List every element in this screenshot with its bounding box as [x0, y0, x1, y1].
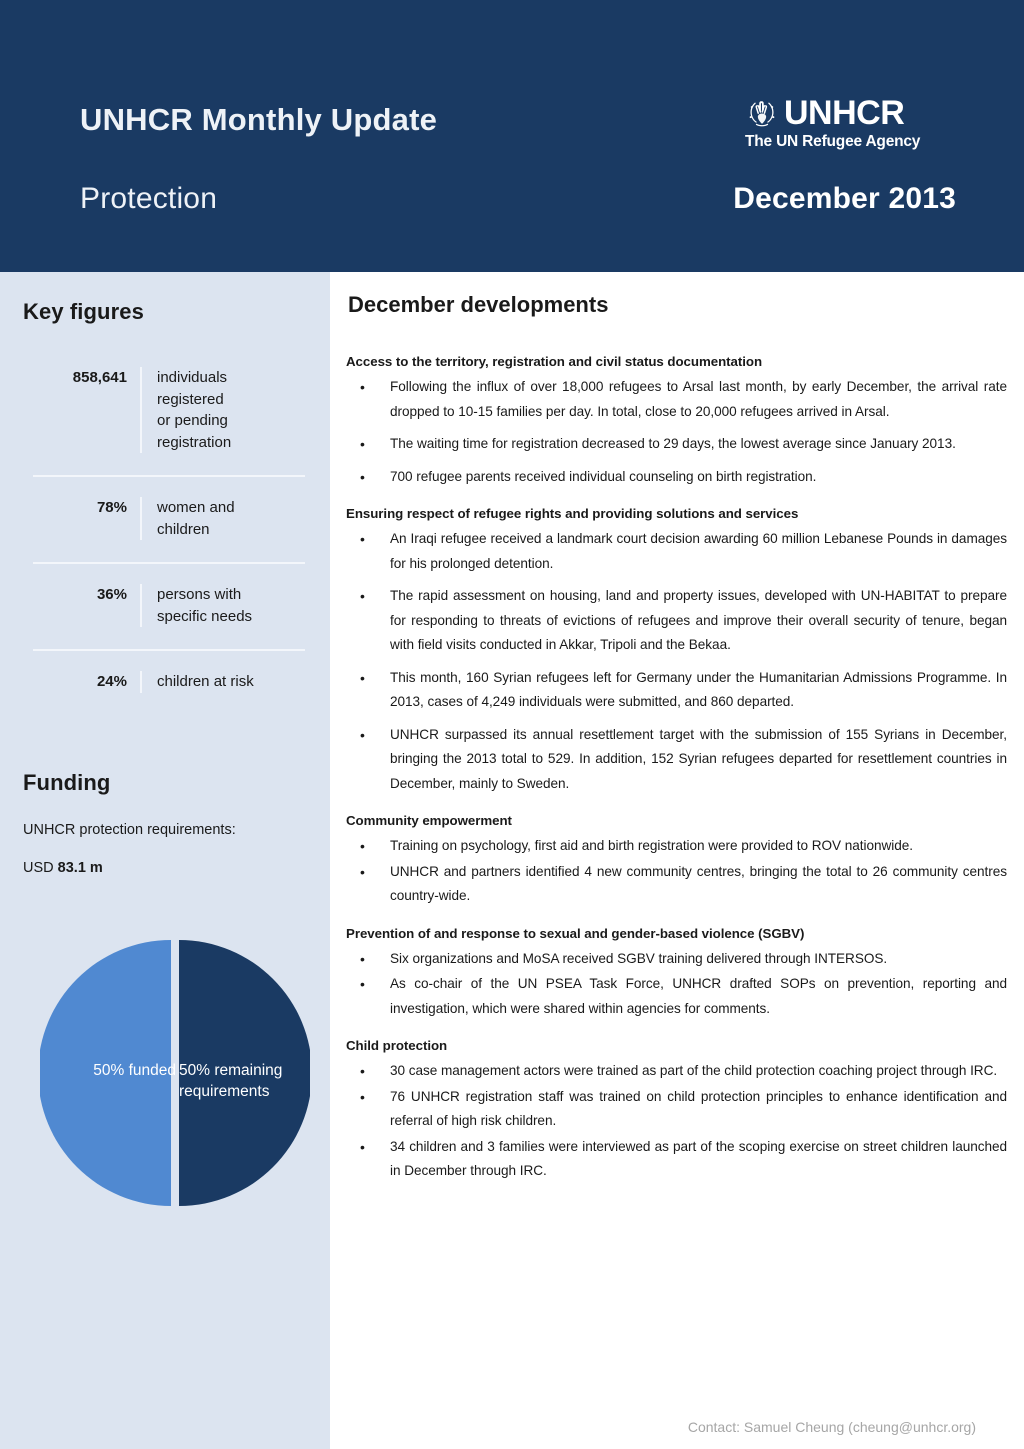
content-section: [346, 813, 1007, 909]
sections-container: [346, 354, 1007, 1201]
bullet-item: • An Iraqi refugee received a landmark court decision awarding 60 million Lebanese Pounds in damages for his prolonged detention.: [346, 527, 1007, 576]
section-heading: Child protection: [346, 1038, 448, 1053]
unhcr-logo: [744, 95, 956, 151]
section-heading: Ensuring respect of refugee rights and providing solutions and services: [346, 506, 799, 521]
main-content: [330, 272, 1024, 1449]
content-section: [346, 354, 1007, 489]
bullet-item: • 30 case management actors were trained as part of the child protection coaching project through IRC.: [346, 1059, 1007, 1084]
footer-contact: Contact: Samuel Cheung (cheung@unhcr.org): [687, 1419, 976, 1435]
key-figure-divider: [33, 649, 305, 651]
key-figure-value: 78%: [96, 499, 127, 516]
bullet-item: • Following the influx of over 18,000 refugees to Arsal last month, by early December, the arrival rate dropped to 10-15 families per day. In total, close to 20,000 refugees arrived in Arsal.: [346, 375, 1007, 424]
key-figure-label: women and children: [140, 497, 305, 540]
bullet-item: • The waiting time for registration decreased to 29 days, the lowest average since January 2013.: [346, 432, 1007, 457]
pie-label-remaining: 50% remaining requirements: [179, 1062, 283, 1100]
report-date: December 2013: [733, 182, 956, 215]
bullet-item: • The rapid assessment on housing, land and property issues, developed with UN-HABITAT to prepare for responding to threats of evictions of refugees and improve their overall security of tenure, began with field visits conducted in Akkar, Tripoli and the Bekaa.: [346, 584, 1007, 658]
bullet-item: • 700 refugee parents received individual counseling on birth registration.: [346, 465, 1007, 490]
logo-primary-row: [744, 95, 904, 131]
content-section: [346, 506, 1007, 796]
bullet-item: • Training on psychology, first aid and birth registration were provided to ROV nationwide.: [346, 834, 1007, 859]
unhcr-hands-laurel-emblem: [744, 95, 780, 131]
bullet-list: [346, 527, 1007, 796]
key-figure-row: [33, 475, 305, 562]
bullet-item: • UNHCR and partners identified 4 new community centres, bringing the total to 26 community centres country-wide.: [346, 860, 1007, 909]
logo-tagline: The UN Refugee Agency: [745, 133, 921, 150]
bullet-item: • UNHCR surpassed its annual resettlement target with the submission of 155 Syrians in December, bringing the 2013 total to 529. In addition, 152 Syrian refugees departed for resettlement countries in December, mainly to Sweden.: [346, 723, 1007, 797]
funding-heading: Funding: [23, 770, 111, 795]
funding-amount-prefix: USD: [23, 860, 58, 876]
section-heading: Access to the territory, registration and civil status documentation: [346, 354, 763, 369]
key-figure-row: [33, 367, 305, 475]
bullet-item: • As co-chair of the UN PSEA Task Force, UNHCR drafted SOPs on prevention, reporting and investigation, which were shared within agencies for comments.: [346, 972, 1007, 1021]
funding-amount: [23, 860, 103, 876]
bullet-list: [346, 834, 1007, 909]
content-section: [346, 1038, 1007, 1184]
bullet-item: • This month, 160 Syrian refugees left for Germany under the Humanitarian Admissions Programme. In 2013, cases of 4,249 individuals were submitted, and 860 departed.: [346, 666, 1007, 715]
key-figure-value: 36%: [96, 586, 127, 603]
funding-amount-value: 83.1 m: [57, 860, 103, 876]
bullet-list: [346, 947, 1007, 1022]
main-title: December developments: [348, 292, 609, 317]
section-heading: Prevention of and response to sexual and gender-based violence (SGBV): [346, 925, 805, 941]
section-heading: Community empowerment: [346, 813, 512, 828]
bullet-list: [346, 1059, 1007, 1184]
key-figure-label: persons with specific needs: [140, 584, 305, 627]
bullet-item: • Six organizations and MoSA received SGBV training delivered through INTERSOS.: [346, 947, 1007, 972]
key-figures-table: [33, 367, 305, 715]
key-figure-divider: [33, 562, 305, 564]
bullet-list: [346, 375, 1007, 489]
key-figure-row: [33, 649, 305, 715]
content-section: [346, 926, 1007, 1022]
key-figure-divider: [33, 475, 305, 477]
bullet-item: • 76 UNHCR registration staff was trained on child protection principles to enhance identification and referral of high risk children.: [346, 1085, 1007, 1134]
logo-wordmark: UNHCR: [784, 94, 905, 132]
document-header: [0, 0, 1024, 272]
pie-label-funded: 50% funded: [93, 1062, 176, 1079]
key-figure-row: [33, 562, 305, 649]
key-figure-label: children at risk: [140, 671, 305, 693]
sidebar: [0, 272, 330, 1449]
key-figures-heading: Key figures: [23, 299, 144, 324]
key-figure-value: 24%: [96, 673, 127, 690]
key-figure-value: 858,641: [72, 369, 127, 386]
bullet-item: • 34 children and 3 families were interviewed as part of the scoping exercise on street children launched in December through IRC.: [346, 1135, 1007, 1184]
page-subtitle: Protection: [80, 182, 218, 215]
funding-requirements-label: UNHCR protection requirements:: [23, 822, 236, 838]
funding-pie-chart: [40, 938, 310, 1208]
page-title: UNHCR Monthly Update: [80, 102, 438, 137]
key-figure-label: individuals registered or pending registration: [140, 367, 305, 453]
